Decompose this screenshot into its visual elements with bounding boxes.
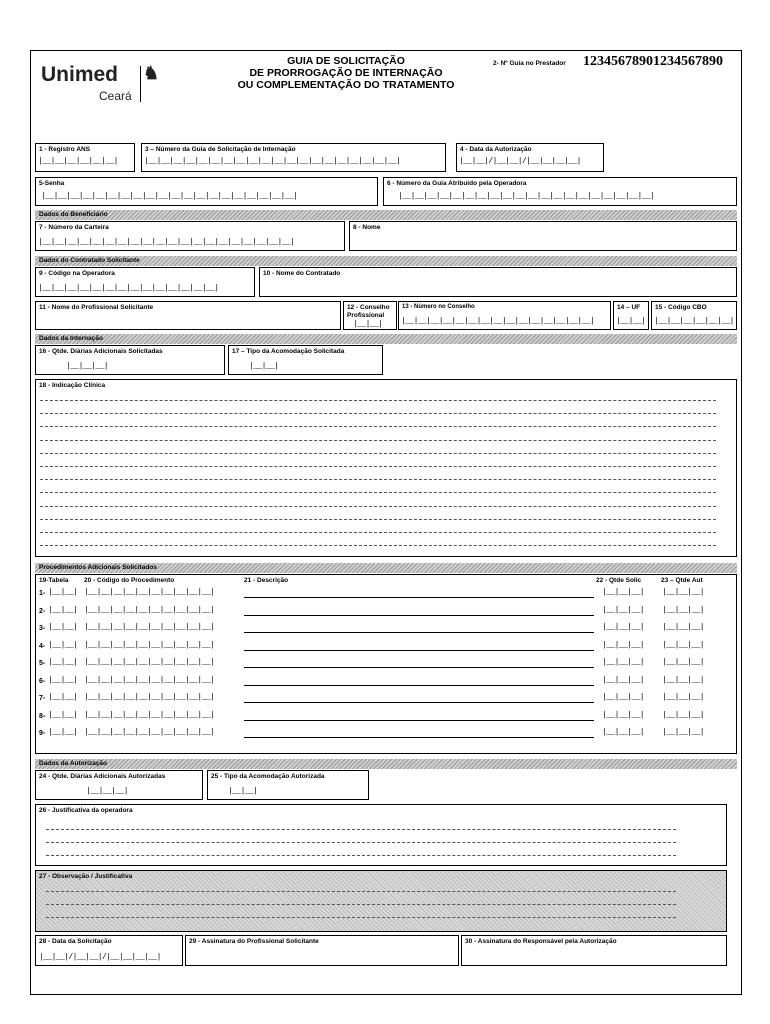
qtde-aut-input[interactable]: |__|__|__| <box>662 728 705 737</box>
procedure-row <box>36 728 736 742</box>
codigo-operadora-field[interactable] <box>35 267 255 297</box>
procedure-row <box>36 606 736 620</box>
logo-sub-text: Ceará <box>99 89 132 103</box>
acomodacao-autorizada-field[interactable] <box>207 770 369 800</box>
procedure-row-number: 4- <box>39 642 46 650</box>
codigo-cbo-input[interactable]: |__|__|__|__|__|__| <box>654 317 734 326</box>
acomodacao-autorizada-input[interactable]: |__|__| <box>228 787 258 796</box>
codigo-procedimento-input[interactable]: |__|__|__|__|__|__|__|__|__|__| <box>84 710 215 720</box>
assinatura-profissional-label: 29 - Assinatura do Profissional Solicitante <box>189 938 319 945</box>
numero-carteira-input[interactable]: |__|__|__|__|__|__|__|__|__|__|__|__|__|__|__|__|__|__|__|__| <box>38 238 295 247</box>
descricao-input[interactable] <box>244 702 594 703</box>
conselho-profissional-label: 12 - Conselho Profissional <box>347 304 390 319</box>
qtde-solic-input[interactable]: |__|__|__| <box>602 710 645 720</box>
qtde-aut-header: 23 – Qtde Aut <box>661 577 703 584</box>
indicacao-line <box>40 492 716 493</box>
numero-conselho-input[interactable]: |__|__|__|__|__|__|__|__|__|__|__|__|__|__|__| <box>401 317 595 326</box>
qtde-aut-input[interactable]: |__|__|__| <box>662 693 705 702</box>
guia-prestador-value: 12345678901234567890 <box>583 54 723 69</box>
numero-guia-operadora-field[interactable] <box>383 177 737 206</box>
procedimentos-table <box>35 574 737 754</box>
assinatura-profissional-field[interactable] <box>185 935 459 966</box>
indicacao-line <box>40 440 716 441</box>
procedure-row-number: 8- <box>39 712 46 720</box>
data-solicitacao-input[interactable]: |__|__|/|__|__|/|__|__|__|__| <box>39 953 161 962</box>
acomodacao-solicitada-input[interactable]: |__|__| <box>249 362 279 371</box>
tabela-input[interactable]: |__|__| <box>48 710 78 720</box>
procedure-row <box>36 676 736 690</box>
numero-carteira-field[interactable] <box>35 221 345 251</box>
conselho-profissional-field[interactable] <box>343 301 397 330</box>
procedure-row-number: 7- <box>39 695 46 702</box>
observacao-field[interactable] <box>35 870 727 932</box>
numero-guia-solicitacao-label: 3 – Número da Guia de Solicitação de Internação <box>145 146 296 153</box>
procedure-row-number: 2- <box>39 607 46 615</box>
qtde-solic-input[interactable]: |__|__|__| <box>602 640 645 650</box>
procedure-row-number: 6- <box>39 677 46 685</box>
acomodacao-solicitada-field[interactable] <box>228 345 383 375</box>
acomodacao-solicitada-label: 17 – Tipo da Acomodação Solicitada <box>232 348 345 355</box>
codigo-procedimento-input[interactable]: |__|__|__|__|__|__|__|__|__|__| <box>84 588 215 597</box>
nome-field[interactable] <box>349 221 737 251</box>
observacao-line <box>46 917 676 918</box>
section-procedimentos: Procedimentos Adicionais Solicitados <box>35 563 737 573</box>
data-solicitacao-field[interactable] <box>35 935 183 966</box>
procedure-row <box>36 658 736 672</box>
indicacao-line <box>40 466 716 467</box>
codigo-procedimento-input[interactable]: |__|__|__|__|__|__|__|__|__|__| <box>84 693 215 702</box>
diarias-solicitadas-label: 16 - Qtde. Diárias Adicionais Solicitadas <box>39 348 163 355</box>
codigo-cbo-field[interactable] <box>651 301 737 330</box>
descricao-input[interactable] <box>244 667 594 668</box>
profissional-solicitante-label: 11 - Nome do Profissional Solicitante <box>39 304 154 311</box>
qtde-solic-input[interactable]: |__|__|__| <box>602 693 645 702</box>
diarias-autorizadas-field[interactable] <box>35 770 203 800</box>
codigo-procedimento-input[interactable]: |__|__|__|__|__|__|__|__|__|__| <box>84 658 215 667</box>
justificativa-operadora-label: 26 - Justificativa da operadora <box>39 807 133 814</box>
indicacao-line <box>40 453 716 454</box>
tabela-header: 19-Tabela <box>39 577 69 584</box>
procedure-row-number: 3- <box>39 625 46 632</box>
tree-icon: ♞ <box>143 63 160 83</box>
section-contratado: Dados do Contratado Solicitante <box>35 256 737 266</box>
codigo-procedimento-header: 20 - Código do Procedimento <box>84 577 175 584</box>
indicacao-line <box>40 479 716 480</box>
logo-main-text: Unimed <box>41 63 119 86</box>
numero-conselho-field[interactable] <box>398 301 611 330</box>
indicacao-line <box>40 519 716 520</box>
registro-ans-label: 1 - Registro ANS <box>39 146 91 153</box>
numero-carteira-label: 7 - Número da Carteira <box>39 224 109 231</box>
tabela-input[interactable]: |__|__| <box>48 675 78 685</box>
justificativa-line <box>46 829 676 830</box>
title-line-2: DE PRORROGAÇÃO DE INTERNAÇÃO <box>249 67 443 79</box>
section-internacao: Dados da Internação <box>35 334 737 344</box>
qtde-solic-input[interactable]: |__|__|__| <box>602 623 645 632</box>
justificativa-operadora-field[interactable] <box>35 804 727 866</box>
descricao-input[interactable] <box>244 597 594 598</box>
form-page <box>30 50 742 995</box>
data-autorizacao-field[interactable] <box>456 143 604 172</box>
nome-contratado-label: 10 - Nome do Contratado <box>263 270 341 277</box>
qtde-aut-input[interactable]: |__|__|__| <box>662 605 705 615</box>
acomodacao-autorizada-label: 25 - Tipo da Acomodação Autorizada <box>211 773 325 780</box>
nome-contratado-field[interactable] <box>259 267 737 297</box>
observacao-line <box>46 904 676 905</box>
codigo-operadora-label: 9 - Código na Operadora <box>39 270 115 277</box>
codigo-procedimento-input[interactable]: |__|__|__|__|__|__|__|__|__|__| <box>84 675 215 685</box>
tabela-input[interactable]: |__|__| <box>48 693 78 702</box>
indicacao-line <box>40 413 716 414</box>
indicacao-line <box>40 426 716 427</box>
guia-prestador-label: 2- Nº Guia no Prestador <box>493 60 566 67</box>
codigo-procedimento-input[interactable]: |__|__|__|__|__|__|__|__|__|__| <box>84 605 215 615</box>
conselho-profissional-input[interactable]: |__|__| <box>353 320 383 329</box>
qtde-solic-header: 22 - Qtde Solic <box>596 577 642 584</box>
observacao-line <box>46 891 676 892</box>
tabela-input[interactable]: |__|__| <box>48 623 78 632</box>
diarias-autorizadas-input[interactable]: |__|__|__| <box>86 787 129 796</box>
codigo-procedimento-input[interactable]: |__|__|__|__|__|__|__|__|__|__| <box>84 640 215 650</box>
observacao-label: 27 - Observação / Justificativa <box>39 873 133 880</box>
unimed-logo <box>41 63 176 103</box>
codigo-operadora-input[interactable]: |__|__|__|__|__|__|__|__|__|__|__|__|__|__| <box>38 284 219 293</box>
descricao-input[interactable] <box>244 632 594 633</box>
procedure-row <box>36 588 736 602</box>
nome-label: 8 - Nome <box>353 224 381 231</box>
qtde-solic-input[interactable]: |__|__|__| <box>602 658 645 667</box>
qtde-aut-input[interactable]: |__|__|__| <box>662 658 705 667</box>
registro-ans-input[interactable]: |__|__|__|__|__|__| <box>38 157 118 166</box>
profissional-solicitante-field[interactable] <box>35 301 341 330</box>
indicacao-line <box>40 532 716 533</box>
descricao-input[interactable] <box>244 650 594 651</box>
senha-label: 5-Senha <box>39 180 65 187</box>
qtde-solic-input[interactable]: |__|__|__| <box>602 675 645 685</box>
indicacao-clinica-field[interactable] <box>35 379 737 557</box>
data-solicitacao-label: 28 - Data da Solicitação <box>39 938 112 945</box>
tabela-input[interactable]: |__|__| <box>48 728 78 737</box>
qtde-solic-input[interactable]: |__|__|__| <box>602 588 645 597</box>
indicacao-line <box>40 545 716 546</box>
data-autorizacao-input[interactable]: |__|__|/|__|__|/|__|__|__|__| <box>459 157 581 166</box>
indicacao-line <box>40 400 716 401</box>
registro-ans-field[interactable] <box>35 143 135 172</box>
uf-label: 14 – UF <box>617 304 641 311</box>
procedure-row <box>36 693 736 707</box>
descricao-input[interactable] <box>244 615 594 616</box>
procedure-row-number: 1- <box>39 590 46 597</box>
procedure-row <box>36 623 736 637</box>
descricao-input[interactable] <box>244 685 594 686</box>
descricao-header: 21 - Descrição <box>244 577 289 584</box>
codigo-procedimento-input[interactable]: |__|__|__|__|__|__|__|__|__|__| <box>84 623 215 632</box>
qtde-aut-input[interactable]: |__|__|__| <box>662 710 705 720</box>
indicacao-clinica-label: 18 - Indicação Clínica <box>39 382 106 389</box>
assinatura-responsavel-field[interactable] <box>461 935 727 966</box>
tabela-input[interactable]: |__|__| <box>48 588 78 597</box>
qtde-solic-input[interactable]: |__|__|__| <box>602 605 645 615</box>
qtde-aut-input[interactable]: |__|__|__| <box>662 623 705 632</box>
codigo-cbo-label: 15 - Código CBO <box>655 304 707 311</box>
assinatura-responsavel-label: 30 - Assinatura do Responsável pela Autorização <box>465 938 617 945</box>
procedure-row <box>36 641 736 655</box>
procedure-row-number: 9- <box>39 730 46 737</box>
procedure-row <box>36 711 736 725</box>
title-line-1: GUIA DE SOLICITAÇÃO <box>287 55 405 67</box>
numero-guia-operadora-label: 6 - Número da Guia Atribuído pela Operadora <box>387 180 527 187</box>
uf-input[interactable]: |__|__| <box>616 317 646 326</box>
section-beneficiario: Dados do Beneficiário <box>35 210 737 220</box>
tabela-input[interactable]: |__|__| <box>48 640 78 650</box>
qtde-aut-input[interactable]: |__|__|__| <box>662 675 705 685</box>
diarias-solicitadas-input[interactable]: |__|__|__| <box>66 362 109 371</box>
senha-field[interactable] <box>35 177 378 206</box>
qtde-aut-input[interactable]: |__|__|__| <box>662 640 705 650</box>
tabela-input[interactable]: |__|__| <box>48 658 78 667</box>
data-autorizacao-label: 4 - Data da Autorização <box>460 146 532 153</box>
codigo-procedimento-input[interactable]: |__|__|__|__|__|__|__|__|__|__| <box>84 728 215 737</box>
qtde-solic-input[interactable]: |__|__|__| <box>602 728 645 737</box>
procedure-row-number: 5- <box>39 660 46 667</box>
numero-guia-solicitacao-input[interactable]: |__|__|__|__|__|__|__|__|__|__|__|__|__|__|__|__|__|__|__|__| <box>144 157 401 166</box>
diarias-autorizadas-label: 24 - Qtde. Diárias Adicionais Autorizadas <box>39 773 166 780</box>
justificativa-line <box>46 842 676 843</box>
logo-divider <box>140 66 141 102</box>
section-autorizacao: Dados da Autorização <box>35 759 737 769</box>
descricao-input[interactable] <box>244 737 594 738</box>
senha-input[interactable]: |__|__|__|__|__|__|__|__|__|__|__|__|__|__|__|__|__|__|__|__| <box>41 192 298 201</box>
indicacao-line <box>40 506 716 507</box>
numero-guia-operadora-input[interactable]: |__|__|__|__|__|__|__|__|__|__|__|__|__|__|__|__|__|__|__|__| <box>398 192 655 201</box>
qtde-aut-input[interactable]: |__|__|__| <box>662 588 705 597</box>
numero-conselho-label: 13 - Número no Conselho <box>402 304 475 310</box>
tabela-input[interactable]: |__|__| <box>48 605 78 615</box>
numero-guia-solicitacao-field[interactable] <box>141 143 446 172</box>
uf-field[interactable] <box>613 301 649 330</box>
diarias-solicitadas-field[interactable] <box>35 345 225 375</box>
justificativa-line <box>46 855 676 856</box>
descricao-input[interactable] <box>244 720 594 721</box>
title-line-3: OU COMPLEMENTAÇÃO DO TRATAMENTO <box>237 79 455 91</box>
